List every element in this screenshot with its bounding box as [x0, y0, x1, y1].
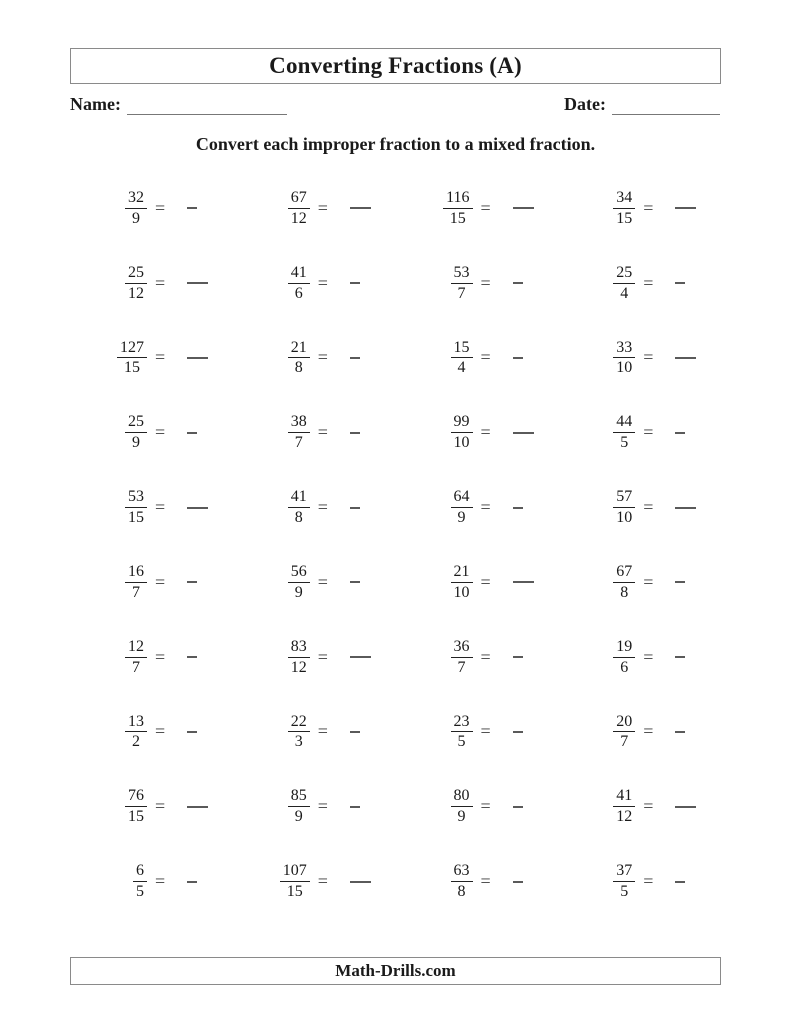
- problem-32: [558, 695, 721, 770]
- fraction: [288, 563, 310, 602]
- equals-sign: =: [155, 422, 166, 443]
- fraction-numerator: 63: [451, 862, 473, 882]
- fraction-numerator: 12: [125, 638, 147, 658]
- fraction-denominator: 8: [457, 883, 466, 901]
- fraction-numerator: 13: [125, 713, 147, 733]
- problem-38: [233, 844, 396, 919]
- problem-5: [70, 246, 233, 321]
- fraction-numerator: 34: [613, 189, 635, 209]
- improper-fraction: [396, 563, 473, 602]
- fraction-denominator: 7: [457, 284, 466, 302]
- answer-blank[interactable]: [675, 432, 685, 434]
- fraction: [288, 339, 310, 378]
- answer-blank[interactable]: [513, 507, 523, 509]
- problem-3: [396, 171, 559, 246]
- problem-16: [558, 395, 721, 470]
- fraction-numerator: 38: [288, 413, 310, 433]
- equals-sign: =: [643, 721, 654, 742]
- fraction: [288, 413, 310, 452]
- problem-28: [558, 620, 721, 695]
- fraction-denominator: 8: [294, 359, 303, 377]
- fraction: [613, 189, 635, 228]
- answer-blank[interactable]: [350, 806, 360, 808]
- problem-17: [70, 470, 233, 545]
- fraction: [613, 264, 635, 303]
- fraction: [451, 264, 473, 303]
- improper-fraction: [396, 264, 473, 303]
- fraction-numerator: 56: [288, 563, 310, 583]
- improper-fraction: [70, 862, 147, 901]
- problem-21: [70, 545, 233, 620]
- answer-blank[interactable]: [187, 806, 208, 808]
- improper-fraction: [396, 638, 473, 677]
- fraction: [125, 189, 147, 228]
- problem-6: [233, 246, 396, 321]
- fraction: [613, 413, 635, 452]
- equals-sign: =: [643, 272, 654, 293]
- equals-sign: =: [155, 571, 166, 592]
- equals-sign: =: [317, 422, 328, 443]
- problem-27: [396, 620, 559, 695]
- answer-blank[interactable]: [350, 282, 360, 284]
- improper-fraction: [233, 563, 310, 602]
- equals-sign: =: [643, 422, 654, 443]
- fraction-numerator: 53: [451, 264, 473, 284]
- fraction-denominator: 9: [457, 509, 466, 527]
- problems-grid: [70, 171, 721, 919]
- fraction-denominator: 9: [457, 808, 466, 826]
- fraction: [613, 339, 635, 378]
- answer-blank[interactable]: [187, 881, 197, 883]
- fraction-denominator: 4: [457, 359, 466, 377]
- equals-sign: =: [317, 497, 328, 518]
- fraction-denominator: 12: [290, 209, 307, 227]
- date-label: Date:: [564, 94, 606, 114]
- improper-fraction: [558, 413, 635, 452]
- fraction-denominator: 15: [124, 359, 140, 377]
- fraction-denominator: 7: [132, 658, 140, 676]
- problem-34: [233, 769, 396, 844]
- equals-sign: =: [317, 571, 328, 592]
- fraction-denominator: 10: [616, 509, 633, 527]
- fraction-denominator: 7: [132, 583, 140, 601]
- fraction: [613, 713, 635, 752]
- fraction-denominator: 3: [294, 733, 303, 751]
- answer-blank[interactable]: [187, 581, 197, 583]
- problem-9: [70, 321, 233, 396]
- answer-blank[interactable]: [513, 207, 534, 209]
- improper-fraction: [558, 862, 635, 901]
- fraction-denominator: 8: [294, 509, 303, 527]
- equals-sign: =: [317, 347, 328, 368]
- equals-sign: =: [155, 347, 166, 368]
- fraction: [613, 787, 635, 826]
- answer-blank[interactable]: [675, 581, 685, 583]
- answer-blank[interactable]: [187, 432, 197, 434]
- answer-blank[interactable]: [350, 432, 360, 434]
- instruction-text: Convert each improper fraction to a mixed fraction.: [195, 134, 596, 154]
- answer-blank[interactable]: [675, 881, 685, 883]
- problem-4: [558, 171, 721, 246]
- fraction-denominator: 12: [290, 658, 307, 676]
- improper-fraction: [396, 713, 473, 752]
- fraction: [451, 713, 473, 752]
- fraction-numerator: 107: [280, 862, 310, 882]
- equals-sign: =: [317, 646, 328, 667]
- fraction: [125, 488, 147, 527]
- fraction-denominator: 10: [616, 359, 633, 377]
- fraction-numerator: 25: [613, 264, 635, 284]
- date-field-group: [564, 94, 720, 115]
- footer-brand: Math-Drills.com: [335, 961, 456, 980]
- answer-blank[interactable]: [187, 282, 208, 284]
- answer-blank[interactable]: [675, 656, 685, 658]
- answer-blank[interactable]: [513, 581, 534, 583]
- answer-blank[interactable]: [513, 731, 523, 733]
- date-blank-line[interactable]: [612, 94, 720, 115]
- problem-30: [233, 695, 396, 770]
- name-label: Name:: [70, 94, 121, 114]
- problem-23: [396, 545, 559, 620]
- fraction-numerator: 20: [613, 713, 635, 733]
- answer-blank[interactable]: [187, 731, 197, 733]
- fraction-numerator: 33: [613, 339, 635, 359]
- fraction-numerator: 53: [125, 488, 147, 508]
- equals-sign: =: [317, 796, 328, 817]
- problem-19: [396, 470, 559, 545]
- fraction: [288, 713, 310, 752]
- problem-22: [233, 545, 396, 620]
- equals-sign: =: [643, 197, 654, 218]
- fraction-denominator: 6: [620, 658, 629, 676]
- equals-sign: =: [643, 646, 654, 667]
- improper-fraction: [233, 787, 310, 826]
- equals-sign: =: [317, 197, 328, 218]
- problem-25: [70, 620, 233, 695]
- fraction-denominator: 6: [294, 284, 303, 302]
- equals-sign: =: [480, 646, 491, 667]
- improper-fraction: [558, 264, 635, 303]
- improper-fraction: [70, 189, 147, 228]
- problem-15: [396, 395, 559, 470]
- answer-blank[interactable]: [350, 656, 371, 658]
- fraction: [288, 189, 310, 228]
- problem-33: [70, 769, 233, 844]
- problem-20: [558, 470, 721, 545]
- fraction-denominator: 4: [620, 284, 629, 302]
- problem-11: [396, 321, 559, 396]
- problem-18: [233, 470, 396, 545]
- equals-sign: =: [480, 721, 491, 742]
- answer-blank[interactable]: [513, 806, 523, 808]
- fraction-denominator: 15: [286, 883, 303, 901]
- fraction-denominator: 9: [294, 808, 303, 826]
- fraction: [125, 787, 147, 826]
- fraction-numerator: 67: [288, 189, 310, 209]
- fraction: [613, 563, 635, 602]
- fraction: [613, 488, 635, 527]
- improper-fraction: [70, 713, 147, 752]
- equals-sign: =: [155, 871, 166, 892]
- improper-fraction: [233, 413, 310, 452]
- fraction-denominator: 10: [453, 434, 470, 452]
- equals-sign: =: [155, 646, 166, 667]
- fraction-denominator: 5: [457, 733, 466, 751]
- fraction-denominator: 5: [620, 434, 629, 452]
- problem-39: [396, 844, 559, 919]
- fraction-denominator: 9: [132, 209, 140, 227]
- fraction-denominator: 9: [132, 434, 140, 452]
- problem-8: [558, 246, 721, 321]
- fraction-numerator: 16: [125, 563, 147, 583]
- fraction: [117, 339, 147, 378]
- improper-fraction: [233, 713, 310, 752]
- fraction: [443, 189, 472, 228]
- name-field-group: [70, 94, 287, 115]
- fraction-denominator: 10: [453, 583, 470, 601]
- name-blank-line[interactable]: [127, 94, 287, 115]
- improper-fraction: [558, 638, 635, 677]
- problem-40: [558, 844, 721, 919]
- fraction-denominator: 9: [294, 583, 303, 601]
- improper-fraction: [233, 189, 310, 228]
- improper-fraction: [396, 787, 473, 826]
- improper-fraction: [70, 563, 147, 602]
- equals-sign: =: [480, 497, 491, 518]
- fraction-numerator: 25: [125, 413, 147, 433]
- equals-sign: =: [643, 796, 654, 817]
- improper-fraction: [396, 488, 473, 527]
- improper-fraction: [70, 488, 147, 527]
- problem-2: [233, 171, 396, 246]
- fraction-denominator: 8: [620, 583, 629, 601]
- answer-blank[interactable]: [350, 357, 360, 359]
- fraction: [125, 563, 147, 602]
- improper-fraction: [233, 488, 310, 527]
- equals-sign: =: [643, 497, 654, 518]
- equals-sign: =: [317, 272, 328, 293]
- equals-sign: =: [155, 197, 166, 218]
- fraction-denominator: 5: [620, 883, 629, 901]
- fraction: [280, 862, 310, 901]
- name-date-row: [70, 94, 720, 115]
- improper-fraction: [233, 264, 310, 303]
- equals-sign: =: [155, 272, 166, 293]
- equals-sign: =: [155, 796, 166, 817]
- fraction: [288, 488, 310, 527]
- improper-fraction: [70, 413, 147, 452]
- fraction-numerator: 44: [613, 413, 635, 433]
- equals-sign: =: [480, 422, 491, 443]
- fraction-numerator: 15: [451, 339, 473, 359]
- improper-fraction: [233, 339, 310, 378]
- problem-26: [233, 620, 396, 695]
- answer-blank[interactable]: [187, 357, 208, 359]
- answer-blank[interactable]: [675, 507, 696, 509]
- equals-sign: =: [480, 347, 491, 368]
- fraction-numerator: 64: [451, 488, 473, 508]
- fraction-numerator: 41: [613, 787, 635, 807]
- fraction-denominator: 12: [128, 284, 144, 302]
- fraction: [125, 264, 147, 303]
- problem-24: [558, 545, 721, 620]
- fraction: [451, 413, 473, 452]
- equals-sign: =: [155, 497, 166, 518]
- fraction: [451, 488, 473, 527]
- improper-fraction: [558, 563, 635, 602]
- improper-fraction: [396, 339, 473, 378]
- fraction: [133, 862, 147, 901]
- answer-blank[interactable]: [350, 731, 360, 733]
- fraction-denominator: 7: [457, 658, 466, 676]
- answer-blank[interactable]: [675, 357, 696, 359]
- fraction-denominator: 7: [294, 434, 303, 452]
- fraction-numerator: 36: [451, 638, 473, 658]
- worksheet-title-box: [70, 48, 721, 84]
- fraction: [451, 787, 473, 826]
- equals-sign: =: [643, 347, 654, 368]
- answer-blank[interactable]: [187, 207, 197, 209]
- fraction-numerator: 80: [451, 787, 473, 807]
- fraction-denominator: 5: [136, 883, 144, 901]
- fraction: [288, 787, 310, 826]
- problem-29: [70, 695, 233, 770]
- answer-blank[interactable]: [675, 806, 696, 808]
- answer-blank[interactable]: [513, 881, 523, 883]
- fraction-numerator: 21: [288, 339, 310, 359]
- fraction-denominator: 7: [620, 733, 629, 751]
- problem-31: [396, 695, 559, 770]
- improper-fraction: [70, 638, 147, 677]
- fraction-numerator: 23: [451, 713, 473, 733]
- equals-sign: =: [480, 197, 491, 218]
- improper-fraction: [70, 787, 147, 826]
- improper-fraction: [396, 862, 473, 901]
- equals-sign: =: [480, 796, 491, 817]
- fraction-numerator: 32: [125, 189, 147, 209]
- answer-blank[interactable]: [350, 881, 371, 883]
- fraction-numerator: 116: [443, 189, 472, 209]
- problem-12: [558, 321, 721, 396]
- equals-sign: =: [317, 721, 328, 742]
- answer-blank[interactable]: [350, 207, 371, 209]
- problem-1: [70, 171, 233, 246]
- page-title: Converting Fractions (A): [269, 53, 522, 78]
- fraction-numerator: 83: [288, 638, 310, 658]
- answer-blank[interactable]: [675, 282, 685, 284]
- fraction-numerator: 37: [613, 862, 635, 882]
- fraction-numerator: 85: [288, 787, 310, 807]
- improper-fraction: [396, 413, 473, 452]
- fraction-numerator: 99: [451, 413, 473, 433]
- fraction: [288, 264, 310, 303]
- improper-fraction: [558, 713, 635, 752]
- fraction-denominator: 2: [132, 733, 140, 751]
- equals-sign: =: [155, 721, 166, 742]
- answer-blank[interactable]: [675, 207, 696, 209]
- problem-36: [558, 769, 721, 844]
- fraction-denominator: 12: [616, 808, 633, 826]
- problem-13: [70, 395, 233, 470]
- fraction-numerator: 6: [133, 862, 147, 882]
- problem-10: [233, 321, 396, 396]
- fraction: [613, 862, 635, 901]
- equals-sign: =: [643, 571, 654, 592]
- fraction: [451, 638, 473, 677]
- fraction: [613, 638, 635, 677]
- improper-fraction: [70, 339, 147, 378]
- improper-fraction: [233, 638, 310, 677]
- answer-blank[interactable]: [513, 656, 523, 658]
- answer-blank[interactable]: [350, 507, 360, 509]
- fraction: [125, 638, 147, 677]
- problem-14: [233, 395, 396, 470]
- fraction: [125, 713, 147, 752]
- answer-blank[interactable]: [513, 357, 523, 359]
- answer-blank[interactable]: [513, 282, 523, 284]
- problem-35: [396, 769, 559, 844]
- improper-fraction: [233, 862, 310, 901]
- fraction-denominator: 15: [128, 509, 144, 527]
- fraction-numerator: 19: [613, 638, 635, 658]
- fraction: [288, 638, 310, 677]
- fraction-numerator: 67: [613, 563, 635, 583]
- problem-37: [70, 844, 233, 919]
- fraction-numerator: 127: [117, 339, 147, 359]
- equals-sign: =: [480, 871, 491, 892]
- improper-fraction: [558, 189, 635, 228]
- footer-box: [70, 957, 721, 985]
- fraction-numerator: 21: [451, 563, 473, 583]
- equals-sign: =: [643, 871, 654, 892]
- equals-sign: =: [317, 871, 328, 892]
- fraction-numerator: 41: [288, 264, 310, 284]
- fraction: [451, 339, 473, 378]
- answer-blank[interactable]: [187, 507, 208, 509]
- answer-blank[interactable]: [187, 656, 197, 658]
- fraction-denominator: 15: [449, 209, 466, 227]
- problem-7: [396, 246, 559, 321]
- equals-sign: =: [480, 571, 491, 592]
- improper-fraction: [558, 488, 635, 527]
- answer-blank[interactable]: [513, 432, 534, 434]
- fraction-numerator: 76: [125, 787, 147, 807]
- equals-sign: =: [480, 272, 491, 293]
- fraction-numerator: 22: [288, 713, 310, 733]
- fraction: [451, 862, 473, 901]
- fraction-denominator: 15: [616, 209, 633, 227]
- fraction-numerator: 57: [613, 488, 635, 508]
- fraction-denominator: 15: [128, 808, 144, 826]
- fraction: [451, 563, 473, 602]
- improper-fraction: [396, 189, 473, 228]
- answer-blank[interactable]: [350, 581, 360, 583]
- answer-blank[interactable]: [675, 731, 685, 733]
- improper-fraction: [70, 264, 147, 303]
- improper-fraction: [558, 787, 635, 826]
- fraction-numerator: 41: [288, 488, 310, 508]
- fraction-numerator: 25: [125, 264, 147, 284]
- improper-fraction: [558, 339, 635, 378]
- fraction: [125, 413, 147, 452]
